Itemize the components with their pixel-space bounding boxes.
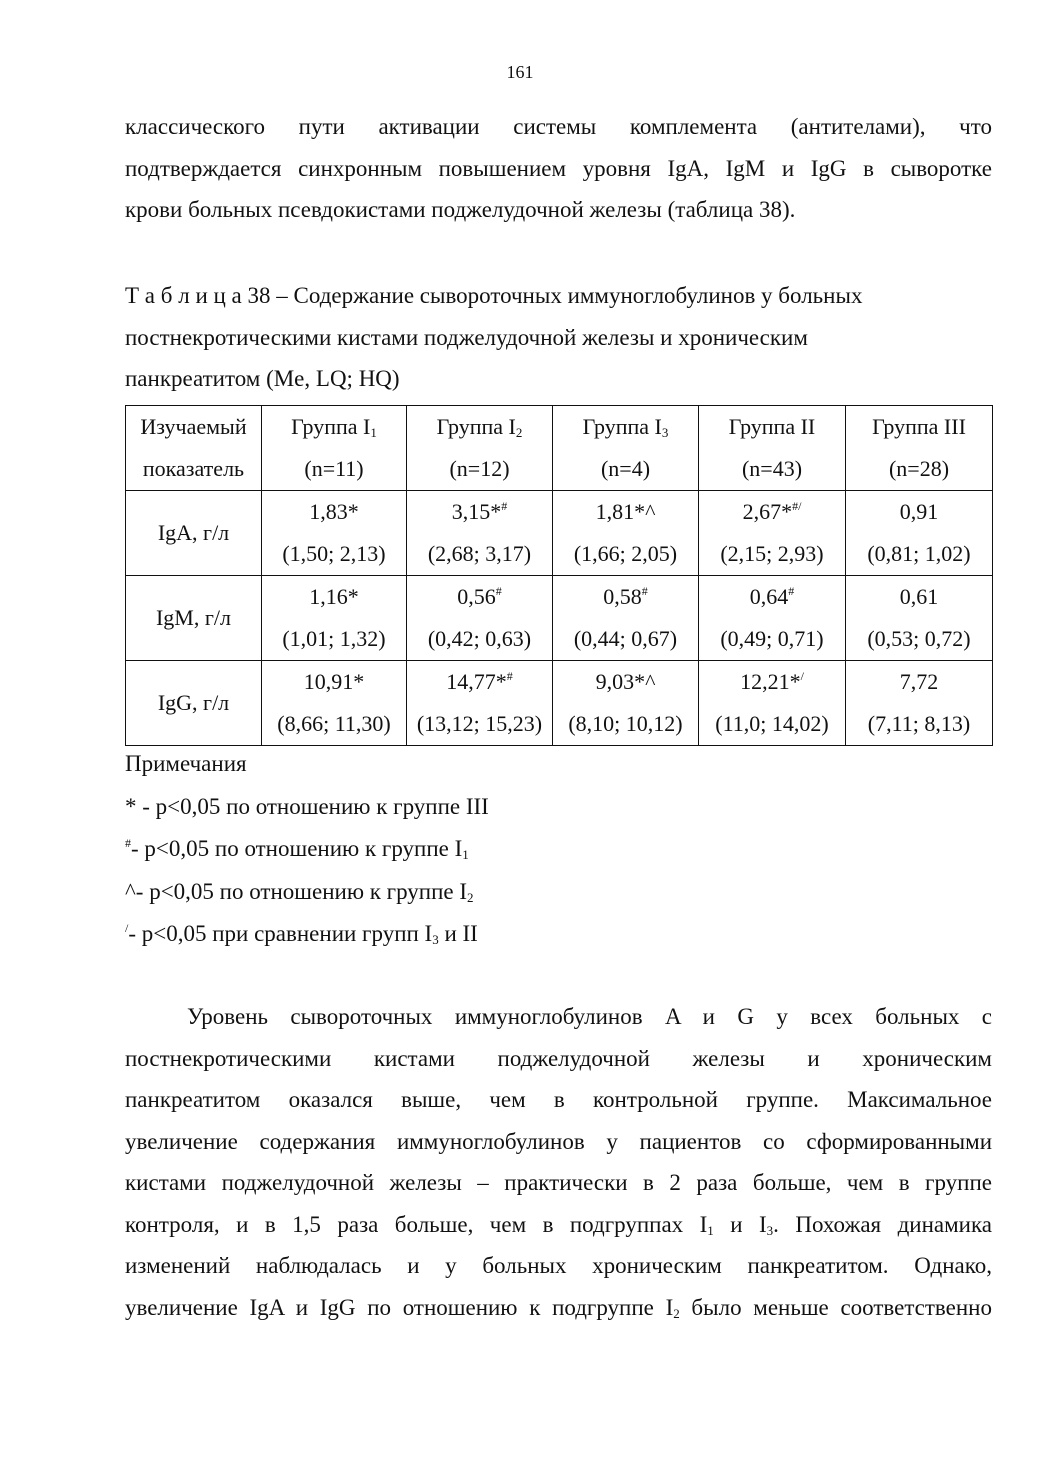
row-label: IgM, г/л xyxy=(126,576,262,661)
caption-line: постнекротическими кистами поджелудочной железы и хроническим xyxy=(125,324,808,350)
header-cell-group-i3: Группа $I_3$ (n=4) xyxy=(553,406,699,491)
text-line: панкреатитом оказался выше, чем в контрольной группе. Максимальное xyxy=(125,1087,992,1112)
table-row-igg xyxy=(126,661,993,746)
text-line: подтверждается синхронным повышением уровня IgA, IgM и IgG в сыворотке xyxy=(125,155,992,181)
text-line: крови больных псевдокистами поджелудочной железы (таблица 38). xyxy=(125,197,796,222)
caption-line: панкреатитом (Me, LQ; HQ) xyxy=(125,366,400,391)
header-cell-group-i2: Группа $I_2$ (n=12) xyxy=(407,406,553,491)
table-row-igm xyxy=(126,576,993,661)
note-line: ^- p<0,05 по отношению к группе $I_2$ xyxy=(125,878,474,905)
text-line: увеличение содержания иммуноглобулинов у пациентов со сформированными xyxy=(125,1128,992,1154)
immunoglobulin-table xyxy=(125,405,993,746)
note-line: #- p<0,05 по отношению к группе $I_1$ xyxy=(125,836,469,862)
table-cell: 7,72 (7,11; 8,13) xyxy=(846,661,993,746)
table-cell: 1,83* (1,50; 2,13) xyxy=(262,491,407,576)
table-cell: 0,56# (0,42; 0,63) xyxy=(407,576,553,661)
table-cell: 0,91 (0,81; 1,02) xyxy=(846,491,993,576)
table-notes xyxy=(125,743,992,956)
header-cell-group-iii: Группа III (n=28) xyxy=(846,406,993,491)
note-line: * - p<0,05 по отношению к группе III xyxy=(125,793,489,819)
text-line: увеличение IgA и IgG по отношению к подгруппе $I_2$ было меньше соответственно xyxy=(125,1294,992,1321)
table-cell: 1,16* (1,01; 1,32) xyxy=(262,576,407,661)
table-row-iga xyxy=(126,491,993,576)
paragraph-main xyxy=(125,996,992,1328)
text-line: постнекротическими кистами поджелудочной железы и хроническим xyxy=(125,1045,992,1071)
table-cell: 2,67*#/ (2,15; 2,93) xyxy=(699,491,846,576)
paragraph-intro xyxy=(125,106,992,231)
row-label: IgG, г/л xyxy=(126,661,262,746)
note-line: /- p<0,05 при сравнении групп $I_3$ и II xyxy=(125,921,478,947)
table-cell: 14,77*# (13,12; 15,23) xyxy=(407,661,553,746)
row-label: IgA, г/л xyxy=(126,491,262,576)
header-cell-indicator: Изучаемый показатель xyxy=(126,406,262,491)
table-header-row xyxy=(126,406,993,491)
notes-title: Примечания xyxy=(125,751,247,776)
table-cell: 3,15*# (2,68; 3,17) xyxy=(407,491,553,576)
page-number: 161 xyxy=(506,62,534,82)
header-cell-group-i1: Группа $I_1$ (n=11) xyxy=(262,406,407,491)
table-cell: 0,64# (0,49; 0,71) xyxy=(699,576,846,661)
text-line: изменений наблюдалась и у больных хроническим панкреатитом. Однако, xyxy=(125,1253,992,1278)
table-cell: 12,21*/ (11,0; 14,02) xyxy=(699,661,846,746)
table-cell: 1,81*^ (1,66; 2,05) xyxy=(553,491,699,576)
caption-line: Т а б л и ц а 38 – Содержание сывороточных иммуноглобулинов у больных xyxy=(125,283,863,308)
table-caption xyxy=(125,275,992,400)
table-cell: 0,61 (0,53; 0,72) xyxy=(846,576,993,661)
table-cell: 0,58# (0,44; 0,67) xyxy=(553,576,699,661)
table-cell: 10,91* (8,66; 11,30) xyxy=(262,661,407,746)
text-line: классического пути активации системы комплемента (антителами), что xyxy=(125,114,992,139)
text-line: Уровень сывороточных иммуноглобулинов A и G у всех больных с xyxy=(187,1004,992,1029)
table-cell: 9,03*^ (8,10; 10,12) xyxy=(553,661,699,746)
text-line: контроля, и в 1,5 раза больше, чем в подгруппах $I_1$ и $I_3$. Похожая динамика xyxy=(125,1211,993,1238)
immunoglobulin-table-wrapper xyxy=(125,405,992,746)
text-line: кистами поджелудочной железы – практически в 2 раза больше, чем в группе xyxy=(125,1170,992,1195)
header-cell-group-ii: Группа II (n=43) xyxy=(699,406,846,491)
